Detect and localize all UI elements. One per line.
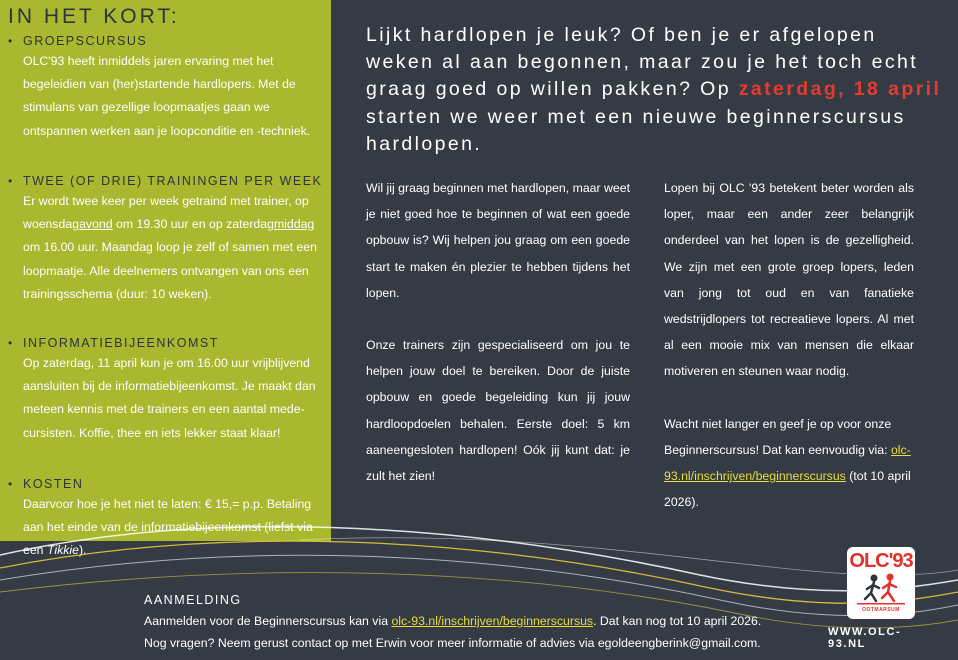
bullet-icon: •: [8, 336, 14, 350]
website-url[interactable]: WWW.OLC-93.NL: [828, 626, 902, 650]
headline-date: zaterdag, 18 april: [738, 78, 942, 101]
logo-text: OLC'93: [849, 550, 913, 572]
footer-signup-link[interactable]: olc-93.nl/inschrijven/beginnerscursus: [391, 614, 594, 628]
bullet-icon: •: [8, 34, 14, 48]
logo-subtext: OOTMARSUM: [862, 607, 900, 613]
paragraph: Onze trainers zijn gespecialiseerd om jou te helpen jouw doel te bereiken. Door de juiste opbouw en goede begeleiding kun jij jouw hardloopdoelen behalen. Eerste doel: 5 km aaneengesloten hardlopen! Oók jij kunt dat: je zult het zien!: [366, 338, 630, 484]
paragraph: Lopen bij OLC '93 betekent beter worden als loper, maar een ander zeer belangrijk onderdeel van het lopen is de gezelligheid. We zijn met een grote groep lopers, leden van jong tot oud en van fanatieke wedstrijdlopers tot recreatieve lopers. Al met al een mooie mix van mensen die elkaar motiveren en steunen waar nodig.: [664, 181, 914, 379]
section-body: OLC'93 heeft inmiddels jaren ervaring met het begeleidien van (her)startende hardlopers. Met de stimulans van gezellige loopmaatjes gaan we ontspannen werken aan je loopconditie en -techniek.: [23, 54, 311, 138]
footer-signup: [144, 590, 794, 654]
sidebar-title: IN HET KORT:: [8, 5, 180, 28]
section-groepscursus: [8, 32, 324, 143]
footer-title: AANMELDING: [144, 593, 242, 607]
sidebar-summary: [0, 0, 331, 558]
section-informatiebijeenkomst: [8, 334, 324, 445]
section-trainingen: [8, 172, 324, 306]
section-title: INFORMATIEBIJEENKOMST: [23, 336, 219, 350]
intro-column: [366, 175, 630, 515]
bullet-icon: •: [8, 174, 14, 188]
section-body: Daarvoor hoe je het niet te laten: € 15,= p.p. Betaling aan het einde van de informatiebijeenkomst (liefst via een Tikkie).: [23, 497, 313, 558]
bullet-icon: •: [8, 477, 14, 491]
section-title: KOSTEN: [23, 477, 84, 491]
section-title: GROEPSCURSUS: [23, 34, 148, 48]
section-title: TWEE (OF DRIE) TRAININGEN PER WEEK: [23, 174, 323, 188]
paragraph: Wacht niet langer en geef je op voor onze Beginnerscursus! Dat kan eenvoudig via: olc-93.nl/inschrijven/beginnerscursus (tot 10 april 2026).: [664, 416, 911, 510]
footer-line: Nog vragen? Neem gerust contact op met Erwin voor meer informatie of advies via egoldeengberink@gmail.com.: [144, 636, 761, 650]
headline: Lijkt hardlopen je leuk? Of ben je er afgelopen weken al aan begonnen, maar zou je het toch echt graag goed op willen pakken? Op zaterdag, 18 april starten we weer met een nieuwe beginnerscursus hardlopen.: [366, 24, 942, 155]
club-logo: [847, 547, 915, 619]
section-body: Op zaterdag, 11 april kun je om 16.00 uur vrijblijvend aansluiten bij de informatiebijeenkomst. Je maakt dan meteen kennis met de trainers en een aantal mede-cursisten. Koffie, thee en iets lekker staat klaar!: [23, 356, 316, 440]
section-body: Er wordt twee keer per week getraind met trainer, op woensdagavond om 19.30 uur en op zaterdagmiddag om 16.00 uur. Maandag loop je zelf of samen met een loopmaatje. Alle deelnemers ontvangen van ons een trainingsschema (duur: 10 weken).: [23, 194, 317, 301]
footer-line: Aanmelden voor de Beginnerscursus kan via olc-93.nl/inschrijven/beginnerscursus. Dat kan nog tot 10 april 2026.: [144, 614, 762, 628]
signup-link[interactable]: olc-93.nl/inschrijven/beginnerscursus: [664, 442, 911, 484]
paragraph: Wil jij graag beginnen met hardlopen, maar weet je niet goed hoe te beginnen of wat een goede opbouw is? Wij helpen jou graag om een goede start te maken én plezier te hebben tijdens het lopen.: [366, 181, 630, 300]
